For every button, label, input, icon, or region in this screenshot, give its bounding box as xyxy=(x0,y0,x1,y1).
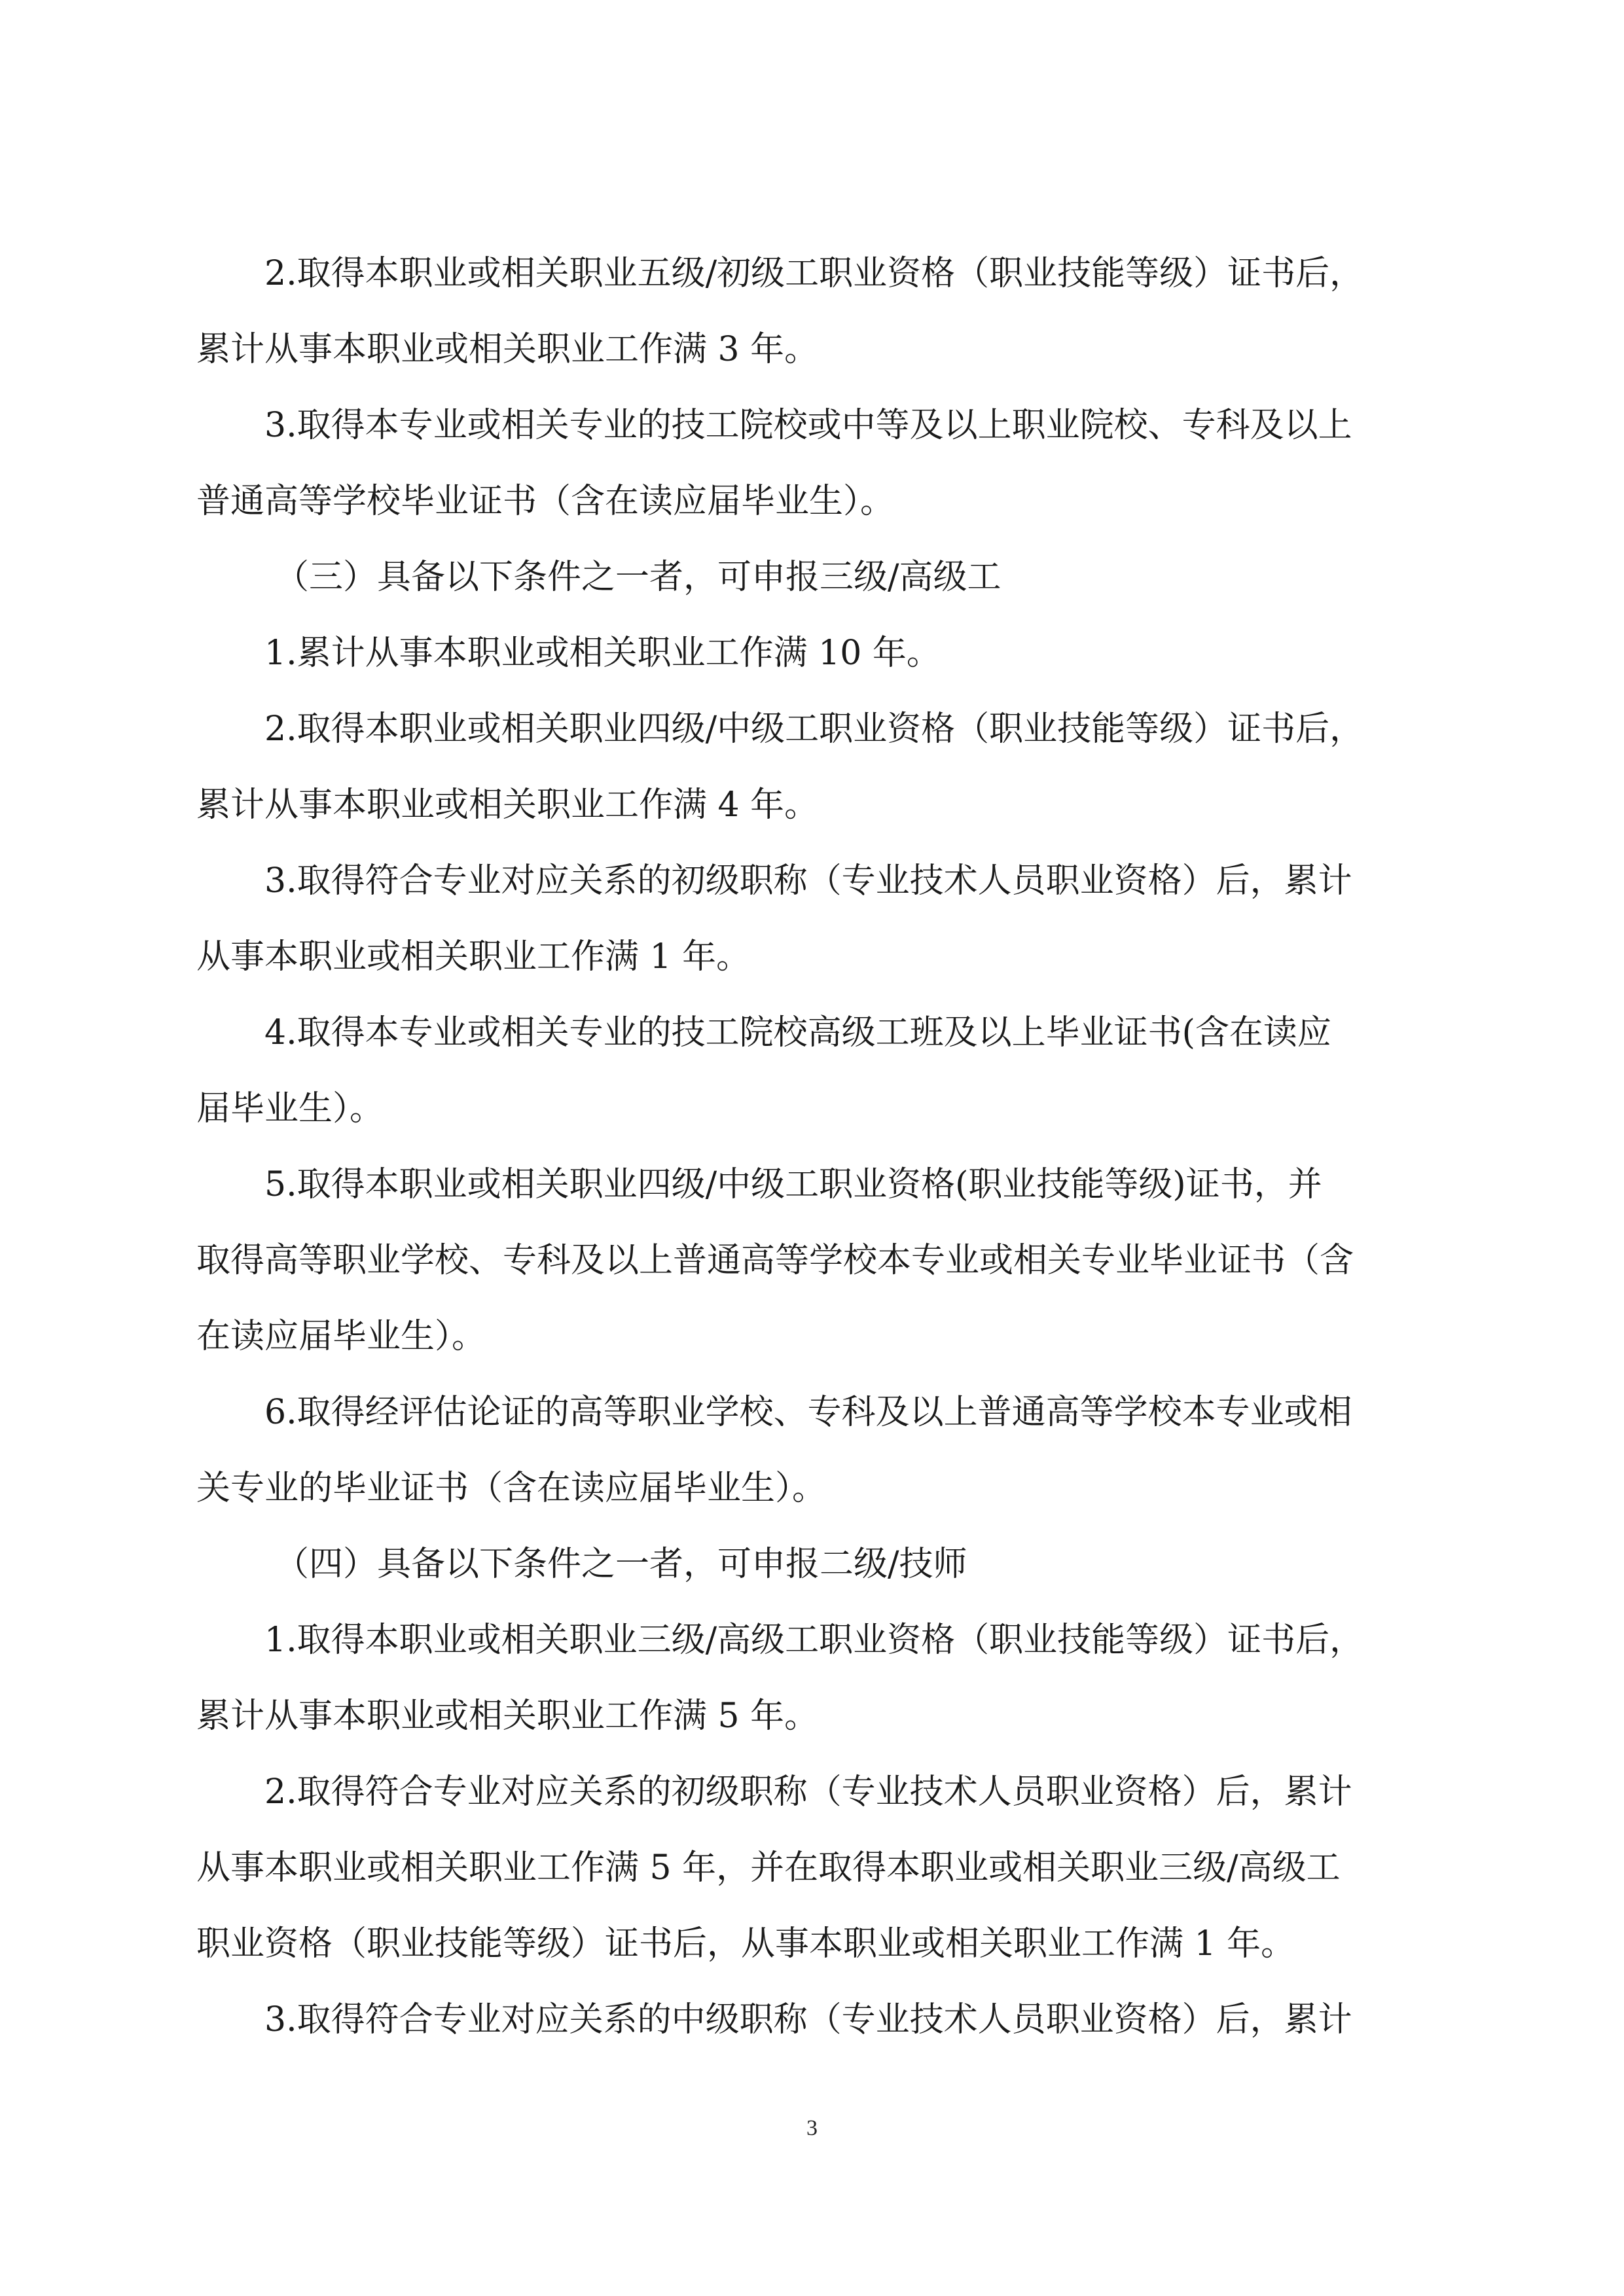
paragraph-line: 2.取得本职业或相关职业四级/中级工职业资格（职业技能等级）证书后， xyxy=(264,709,1364,749)
paragraph-line: 2.取得本职业或相关职业五级/初级工职业资格（职业技能等级）证书后， xyxy=(264,254,1364,293)
paragraph-line: 1.累计从事本职业或相关职业工作满 10 年。 xyxy=(264,634,941,673)
paragraph-line: 3.取得符合专业对应关系的初级职称（专业技术人员职业资格）后，累计 xyxy=(264,861,1352,901)
section-heading: （三）具备以下条件之一者，可申报三级/高级工 xyxy=(275,558,1001,597)
paragraph-line: 1.取得本职业或相关职业三级/高级工职业资格（职业技能等级）证书后， xyxy=(264,1621,1364,1660)
paragraph-line: 从事本职业或相关职业工作满 5 年，并在取得本职业或相关职业三级/高级工 xyxy=(196,1848,1341,1888)
paragraph-line: 4.取得本专业或相关专业的技工院校高级工班及以上毕业证书(含在读应 xyxy=(264,1013,1331,1052)
paragraph-line: 3.取得符合专业对应关系的中级职称（专业技术人员职业资格）后，累计 xyxy=(264,2000,1352,2039)
paragraph-line: 取得高等职业学校、专科及以上普通高等学校本专业或相关专业毕业证书（含 xyxy=(196,1241,1354,1280)
paragraph-line: 职业资格（职业技能等级）证书后，从事本职业或相关职业工作满 1 年。 xyxy=(196,1924,1295,1964)
section-heading: （四）具备以下条件之一者，可申报二级/技师 xyxy=(275,1545,967,1584)
paragraph-line: 累计从事本职业或相关职业工作满 3 年。 xyxy=(196,330,819,369)
paragraph-line: 3.取得本专业或相关专业的技工院校或中等及以上职业院校、专科及以上 xyxy=(264,406,1352,445)
paragraph-line: 6.取得经评估论证的高等职业学校、专科及以上普通高等学校本专业或相 xyxy=(264,1393,1352,1432)
paragraph-line: 从事本职业或相关职业工作满 1 年。 xyxy=(196,937,751,977)
paragraph-line: 累计从事本职业或相关职业工作满 5 年。 xyxy=(196,1696,819,1736)
paragraph-line: 5.取得本职业或相关职业四级/中级工职业资格(职业技能等级)证书，并 xyxy=(264,1165,1322,1204)
paragraph-line: 2.取得符合专业对应关系的初级职称（专业技术人员职业资格）后，累计 xyxy=(264,1772,1352,1812)
paragraph-line: 届毕业生）。 xyxy=(196,1089,384,1128)
paragraph-line: 关专业的毕业证书（含在读应届毕业生）。 xyxy=(196,1469,827,1508)
paragraph-line: 在读应届毕业生）。 xyxy=(196,1317,486,1356)
paragraph-line: 累计从事本职业或相关职业工作满 4 年。 xyxy=(196,785,819,825)
page-number: 3 xyxy=(806,2116,818,2140)
paragraph-line: 普通高等学校毕业证书（含在读应届毕业生）。 xyxy=(196,482,895,521)
